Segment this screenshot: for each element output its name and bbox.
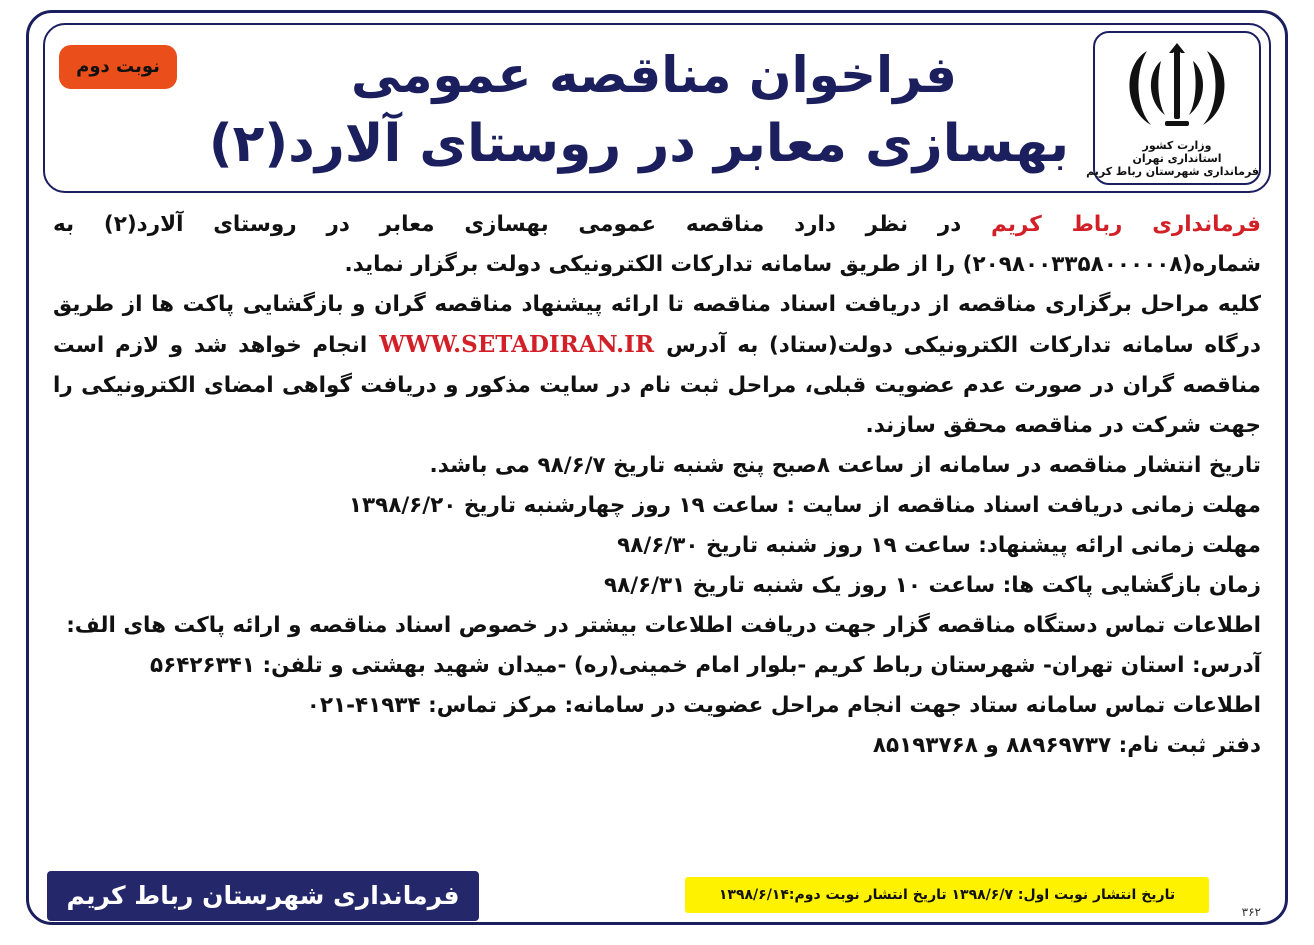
opening-time-line: زمان بازگشایی پاکت ها: ساعت ۱۰ روز یک شنبه تاریخ ۹۸/۶/۳۱ <box>603 573 1261 598</box>
setad-contact-line: اطلاعات تماس سامانه ستاد جهت انجام مراحل عضویت در سامانه: مرکز تماس: ۴۱۹۳۴-۰۲۱ <box>306 693 1261 718</box>
round-badge: نوبت دوم <box>59 45 177 89</box>
page-subtitle: بهسازی معابر در روستای آلارد(۲) <box>208 114 1069 174</box>
page-number: ۳۶۲ <box>1241 905 1261 919</box>
intro-text: در نظر دارد مناقصه عمومی بهسازی معابر در روستای آلارد(۲) به شماره(۲۰۹۸۰۰۳۳۵۸۰۰۰۰۰۸) را از طریق سامانه تدارکات الکترونیکی دولت برگزار نماید. <box>53 212 1261 277</box>
emblem-box <box>1086 31 1261 185</box>
announcement-frame <box>26 10 1288 925</box>
header-box <box>43 23 1271 193</box>
bid-deadline-line: مهلت زمانی ارائه پیشنهاد: ساعت ۱۹ روز شنبه تاریخ ۹۸/۶/۳۰ <box>617 533 1261 558</box>
signature-box: فرمانداری شهرستان رباط کریم <box>47 871 479 921</box>
emblem-ministry-label: وزارت کشور <box>1142 139 1212 152</box>
emblem-governorate-label: استانداری تهران <box>1132 152 1222 165</box>
publish-dates-box: تاریخ انتشار نوبت اول: ۱۳۹۸/۶/۷ تاریخ انتشار نوبت دوم:۱۳۹۸/۶/۱۴ <box>685 877 1209 913</box>
process-paragraph <box>53 285 1261 446</box>
publish-date-line: تاریخ انتشار مناقصه در سامانه از ساعت ۸صبح پنج شنبه تاریخ ۹۸/۶/۷ می باشد. <box>429 453 1261 478</box>
contact-intro-line: اطلاعات تماس دستگاه مناقصه گزار جهت دریافت اطلاعات بیشتر در خصوص اسناد مناقصه و ارائه پاکت های الف: <box>66 613 1261 638</box>
registration-office-line: دفتر ثبت نام: ۸۸۹۶۹۷۳۷ و ۸۵۱۹۳۷۶۸ <box>872 733 1261 758</box>
documents-deadline-line: مهلت زمانی دریافت اسناد مناقصه از سایت : ساعت ۱۹ روز چهارشنبه تاریخ ۱۳۹۸/۶/۲۰ <box>348 493 1261 518</box>
setad-url-link[interactable]: WWW.SETADIRAN.IR <box>379 331 655 358</box>
organizer-name: فرمانداری رباط کریم <box>991 212 1261 237</box>
address-line: آدرس: استان تهران- شهرستان رباط کریم -بلوار امام خمینی(ره) -میدان شهید بهشتی و تلفن: ۵۶۴۲۶۳۴۱ <box>150 653 1261 678</box>
process-text-before-url: کلیه مراحل برگزاری مناقصه از دریافت اسناد مناقصه تا ارائه پیشنهاد مناقصه گران و بازگشایی پاکت ها از طریق درگاه سامانه تدارکات الکترونیکی دولت(ستاد) به آدرس <box>53 292 1261 358</box>
intro-paragraph <box>53 205 1261 285</box>
process-text-after-url: انجام خواهد شد و لازم است مناقصه گران در صورت عدم عضویت قبلی، مراحل ثبت نام در سایت مذکور و دریافت گواهی امضای الکترونیکی را جهت شرکت در مناقصه محقق سازند. <box>53 333 1261 438</box>
iran-emblem-icon <box>1117 39 1237 139</box>
emblem-county-office-label: فرمانداری شهرستان رباط کریم <box>1086 165 1259 178</box>
announcement-body <box>53 205 1261 766</box>
page-title: فراخوان مناقصه عمومی <box>350 46 958 104</box>
